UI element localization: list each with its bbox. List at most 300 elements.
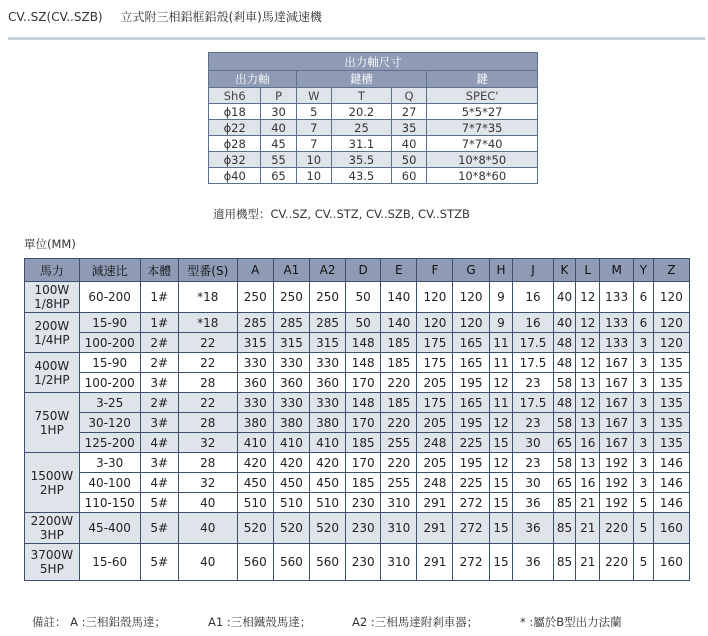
table-cell: 380: [273, 413, 309, 433]
table-cell: 120: [417, 282, 453, 313]
table-cell: 40: [553, 282, 576, 313]
table-cell: 15: [489, 513, 513, 544]
table-cell: 28: [178, 373, 237, 393]
table-cell: 135: [653, 413, 689, 433]
table-cell: 58: [553, 373, 576, 393]
table-cell: 2#: [140, 353, 178, 373]
table-cell: 140: [381, 313, 417, 333]
table-cell: 185: [381, 333, 417, 353]
table-cell: 272: [453, 544, 489, 581]
shaft-cell: 35: [391, 120, 426, 136]
table-cell: 12: [576, 333, 600, 353]
table-cell: 133: [600, 282, 634, 313]
table-row: [25, 313, 690, 333]
table-cell: 17.5: [513, 353, 553, 373]
table-cell: 1#: [140, 282, 178, 313]
table-cell: 140: [381, 282, 417, 313]
table-cell: 133: [600, 313, 634, 333]
table-row: [25, 393, 690, 413]
table-cell: 520: [273, 513, 309, 544]
column-header: G: [453, 259, 489, 282]
table-cell: 15: [489, 473, 513, 493]
shaft-cell: 7*7*40: [427, 136, 538, 152]
shaft-cell: 31.1: [331, 136, 391, 152]
table-cell: 40: [178, 513, 237, 544]
table-cell: 5#: [140, 513, 178, 544]
table-cell: 85: [553, 544, 576, 581]
power-label: 3700W: [30, 548, 74, 562]
table-cell: 510: [273, 493, 309, 513]
shaft-cell: ϕ32: [209, 152, 261, 168]
table-cell: 330: [309, 353, 345, 373]
shaft-cell: ϕ18: [209, 104, 261, 120]
table-cell: 5: [634, 544, 654, 581]
shaft-column-header: Q: [391, 88, 426, 104]
table-cell: 100-200: [79, 333, 140, 353]
table-row: [25, 544, 690, 581]
table-cell: 330: [237, 353, 273, 373]
table-cell: 195: [453, 413, 489, 433]
table-cell: 17.5: [513, 393, 553, 413]
product-title: 立式附三相鋁框鋁殼(剎車)馬達減速機: [120, 10, 322, 24]
table-cell: 360: [309, 373, 345, 393]
table-cell: 315: [237, 333, 273, 353]
power-label: 750W: [34, 408, 70, 423]
table-cell: 5: [634, 513, 654, 544]
table-cell: 291: [417, 544, 453, 581]
shaft-row: [209, 168, 538, 184]
note-a2: A2 :三相馬達附剎車器；: [352, 615, 479, 629]
note-flange: * :屬於B型出力法蘭: [520, 615, 622, 629]
table-cell: 330: [273, 353, 309, 373]
column-header: 本體: [140, 259, 178, 282]
table-cell: 5: [634, 493, 654, 513]
table-cell: 250: [273, 282, 309, 313]
table-cell: 50: [346, 282, 381, 313]
table-cell: 23: [513, 413, 553, 433]
table-cell: 310: [381, 513, 417, 544]
table-cell: 410: [273, 433, 309, 453]
shaft-cell: 20.2: [331, 104, 391, 120]
shaft-cell: 5*5*27: [427, 104, 538, 120]
column-header: A: [237, 259, 273, 282]
table-cell: 65: [553, 473, 576, 493]
table-row: [25, 513, 690, 544]
table-cell: 135: [653, 373, 689, 393]
shaft-cell: 10*8*60: [427, 168, 538, 184]
shaft-cell: 5: [296, 104, 331, 120]
group-output-shaft: 出力軸: [209, 71, 297, 88]
column-header: A1: [273, 259, 309, 282]
power-cell: [25, 282, 80, 313]
table-cell: 3: [634, 393, 654, 413]
shaft-column-header: SPEC': [427, 88, 538, 104]
table-cell: 6: [634, 313, 654, 333]
table-cell: 170: [346, 373, 381, 393]
table-cell: 410: [309, 433, 345, 453]
table-cell: 250: [237, 282, 273, 313]
table-cell: 192: [600, 473, 634, 493]
table-cell: 120: [653, 282, 689, 313]
table-cell: 125-200: [79, 433, 140, 453]
table-cell: 192: [600, 493, 634, 513]
table-cell: 30: [513, 473, 553, 493]
table-cell: 21: [576, 544, 600, 581]
shaft-row: [209, 136, 538, 152]
table-cell: 185: [381, 353, 417, 373]
table-cell: 510: [237, 493, 273, 513]
table-row: [25, 333, 690, 353]
table-cell: 3#: [140, 373, 178, 393]
power-cell: [25, 453, 80, 513]
power-label: 5HP: [39, 562, 64, 576]
table-row: [25, 373, 690, 393]
power-label: 400W: [34, 358, 70, 373]
table-cell: 185: [346, 473, 381, 493]
table-cell: 32: [178, 433, 237, 453]
table-cell: 255: [381, 433, 417, 453]
table-cell: 40: [178, 544, 237, 581]
table-cell: 22: [178, 353, 237, 373]
table-cell: 3: [634, 453, 654, 473]
table-cell: 4#: [140, 433, 178, 453]
table-cell: 12: [576, 353, 600, 373]
table-cell: 185: [346, 433, 381, 453]
table-cell: 15-90: [79, 353, 140, 373]
table-cell: 230: [346, 544, 381, 581]
table-cell: 248: [417, 473, 453, 493]
shaft-cell: ϕ28: [209, 136, 261, 152]
table-cell: 3: [634, 413, 654, 433]
table-cell: 285: [273, 313, 309, 333]
table-cell: 167: [600, 433, 634, 453]
dimension-table: [24, 258, 690, 581]
table-cell: 15: [489, 433, 513, 453]
power-label: 1/2HP: [34, 372, 70, 387]
power-cell: [25, 353, 80, 393]
table-cell: 5#: [140, 493, 178, 513]
table-cell: 13: [576, 453, 600, 473]
table-cell: 17.5: [513, 333, 553, 353]
table-cell: 450: [309, 473, 345, 493]
table-cell: 120: [453, 282, 489, 313]
table-cell: 28: [178, 413, 237, 433]
table-cell: 60-200: [79, 282, 140, 313]
table-cell: 28: [178, 453, 237, 473]
table-cell: 167: [600, 413, 634, 433]
table-cell: 23: [513, 373, 553, 393]
table-row: [25, 282, 690, 313]
table-cell: 120: [453, 313, 489, 333]
shaft-column-header: W: [296, 88, 331, 104]
shaft-row: [209, 120, 538, 136]
column-header: 馬力: [25, 259, 80, 282]
note-a1: A1 :三相鐵殼馬達；: [208, 615, 312, 629]
table-cell: 520: [237, 513, 273, 544]
table-cell: 48: [553, 353, 576, 373]
column-header: K: [553, 259, 576, 282]
table-cell: 13: [576, 413, 600, 433]
power-cell: [25, 313, 80, 353]
table-cell: 133: [600, 333, 634, 353]
column-header: H: [489, 259, 513, 282]
power-label: 3HP: [39, 528, 64, 542]
shaft-cell: 27: [391, 104, 426, 120]
table-cell: *18: [178, 313, 237, 333]
table-cell: 165: [453, 393, 489, 413]
table-cell: 560: [309, 544, 345, 581]
table-cell: 167: [600, 353, 634, 373]
power-label: 1/4HP: [34, 332, 70, 347]
table-cell: 192: [600, 453, 634, 473]
power-label: 1HP: [39, 422, 64, 437]
table-cell: 310: [381, 544, 417, 581]
table-cell: 15: [489, 544, 513, 581]
table-cell: 205: [417, 453, 453, 473]
table-row: [25, 493, 690, 513]
group-key: 鍵: [427, 71, 538, 88]
table-cell: *18: [178, 282, 237, 313]
table-cell: 4#: [140, 473, 178, 493]
shaft-cell: 40: [261, 120, 296, 136]
table-cell: 146: [653, 493, 689, 513]
column-header: 減速比: [79, 259, 140, 282]
table-cell: 165: [453, 333, 489, 353]
table-cell: 250: [309, 282, 345, 313]
table-cell: 23: [513, 453, 553, 473]
table-row: [25, 413, 690, 433]
shaft-cell: 65: [261, 168, 296, 184]
header-divider: [8, 37, 705, 40]
table-cell: 135: [653, 433, 689, 453]
table-cell: 330: [273, 393, 309, 413]
table-cell: 48: [553, 333, 576, 353]
table-cell: 160: [653, 513, 689, 544]
shaft-cell: 55: [261, 152, 296, 168]
table-cell: 220: [381, 453, 417, 473]
table-cell: 22: [178, 333, 237, 353]
table-cell: 58: [553, 413, 576, 433]
table-cell: 3: [634, 433, 654, 453]
column-header: F: [417, 259, 453, 282]
table-cell: 160: [653, 544, 689, 581]
power-label: 2200W: [30, 514, 74, 528]
table-cell: 175: [417, 393, 453, 413]
table-cell: 170: [346, 413, 381, 433]
table-cell: 310: [381, 493, 417, 513]
table-cell: 146: [653, 453, 689, 473]
table-cell: 420: [309, 453, 345, 473]
table-cell: 195: [453, 373, 489, 393]
table-cell: 225: [453, 473, 489, 493]
table-cell: 2#: [140, 393, 178, 413]
table-cell: 11: [489, 353, 513, 373]
table-cell: 15-60: [79, 544, 140, 581]
table-cell: 220: [600, 513, 634, 544]
shaft-row: [209, 104, 538, 120]
table-cell: 146: [653, 473, 689, 493]
table-cell: 380: [237, 413, 273, 433]
table-cell: 175: [417, 333, 453, 353]
shaft-cell: 60: [391, 168, 426, 184]
table-cell: 450: [237, 473, 273, 493]
shaft-cell: 10*8*50: [427, 152, 538, 168]
table-cell: 225: [453, 433, 489, 453]
table-cell: 2#: [140, 333, 178, 353]
table-cell: 120: [653, 333, 689, 353]
group-keyway: 鍵槽: [296, 71, 427, 88]
power-cell: [25, 513, 80, 544]
table-cell: 12: [576, 393, 600, 413]
table-cell: 167: [600, 373, 634, 393]
table-cell: 12: [576, 313, 600, 333]
table-cell: 11: [489, 333, 513, 353]
table-cell: 16: [513, 313, 553, 333]
table-cell: 15-90: [79, 313, 140, 333]
table-cell: 32: [178, 473, 237, 493]
shaft-cell: 50: [391, 152, 426, 168]
table-cell: 330: [309, 393, 345, 413]
table-cell: 6: [634, 282, 654, 313]
table-cell: 85: [553, 493, 576, 513]
table-cell: 85: [553, 513, 576, 544]
shaft-cell: 35.5: [331, 152, 391, 168]
shaft-cell: 10: [296, 168, 331, 184]
power-label: 1500W: [30, 468, 74, 483]
table-row: [25, 453, 690, 473]
table-cell: 291: [417, 513, 453, 544]
applicable-models: 適用機型：CV..SZ, CV..STZ, CV..SZB, CV..STZB: [213, 207, 470, 221]
shaft-cell: 7*7*35: [427, 120, 538, 136]
table-cell: 148: [346, 393, 381, 413]
table-cell: 36: [513, 544, 553, 581]
table-cell: 3#: [140, 413, 178, 433]
table-cell: 205: [417, 373, 453, 393]
table-cell: 21: [576, 493, 600, 513]
table-cell: 12: [489, 373, 513, 393]
shaft-cell: 10: [296, 152, 331, 168]
table-cell: 315: [273, 333, 309, 353]
note-a: 備註： A :三相鋁殼馬達；: [32, 615, 167, 629]
shaft-column-header: T: [331, 88, 391, 104]
table-cell: 170: [346, 453, 381, 473]
table-cell: 40: [553, 313, 576, 333]
shaft-cell: 40: [391, 136, 426, 152]
table-cell: 16: [576, 433, 600, 453]
table-cell: 272: [453, 493, 489, 513]
table-cell: 40-100: [79, 473, 140, 493]
table-cell: 450: [273, 473, 309, 493]
table-cell: 520: [309, 513, 345, 544]
table-cell: 560: [273, 544, 309, 581]
table-cell: 135: [653, 353, 689, 373]
column-header: E: [381, 259, 417, 282]
table-row: [25, 353, 690, 373]
model-code: CV..SZ(CV..SZB): [8, 10, 103, 24]
column-header: J: [513, 259, 553, 282]
power-label: 2HP: [39, 482, 64, 497]
table-cell: 220: [381, 413, 417, 433]
table-cell: 3: [634, 353, 654, 373]
table-cell: 50: [346, 313, 381, 333]
shaft-cell: 45: [261, 136, 296, 152]
table-cell: 420: [273, 453, 309, 473]
power-label: 200W: [34, 318, 70, 333]
table-cell: 12: [489, 453, 513, 473]
table-cell: 230: [346, 493, 381, 513]
table-cell: 315: [309, 333, 345, 353]
table-cell: 330: [237, 393, 273, 413]
table-cell: 3: [634, 473, 654, 493]
page-title: [8, 8, 322, 25]
column-header: L: [576, 259, 600, 282]
table-cell: 560: [237, 544, 273, 581]
table-cell: 230: [346, 513, 381, 544]
table-cell: 148: [346, 353, 381, 373]
table-cell: 195: [453, 453, 489, 473]
table-cell: 58: [553, 453, 576, 473]
table-cell: 148: [346, 333, 381, 353]
shaft-cell: 43.5: [331, 168, 391, 184]
table-cell: 120: [417, 313, 453, 333]
table-cell: 16: [576, 473, 600, 493]
table-cell: 40: [178, 493, 237, 513]
column-header: D: [346, 259, 381, 282]
shaft-cell: 7: [296, 136, 331, 152]
shaft-row: [209, 152, 538, 168]
table-cell: 100-200: [79, 373, 140, 393]
table-cell: 48: [553, 393, 576, 413]
table-cell: 135: [653, 393, 689, 413]
table-cell: 360: [237, 373, 273, 393]
table-cell: 167: [600, 393, 634, 413]
table-cell: 36: [513, 513, 553, 544]
table-cell: 15: [489, 493, 513, 513]
table-cell: 3: [634, 333, 654, 353]
shaft-cell: ϕ40: [209, 168, 261, 184]
table-cell: 220: [600, 544, 634, 581]
table-cell: 175: [417, 353, 453, 373]
table-cell: 3: [634, 373, 654, 393]
table-cell: 9: [489, 282, 513, 313]
table-cell: 12: [489, 413, 513, 433]
table-row: [25, 473, 690, 493]
table-cell: 65: [553, 433, 576, 453]
table-cell: 30-120: [79, 413, 140, 433]
table-cell: 255: [381, 473, 417, 493]
shaft-table-caption: 出力軸尺寸: [209, 53, 538, 71]
table-cell: 3-25: [79, 393, 140, 413]
table-cell: 36: [513, 493, 553, 513]
column-header: Y: [634, 259, 654, 282]
table-cell: 110-150: [79, 493, 140, 513]
table-cell: 410: [237, 433, 273, 453]
table-cell: 9: [489, 313, 513, 333]
table-cell: 12: [576, 282, 600, 313]
table-cell: 3-30: [79, 453, 140, 473]
table-cell: 120: [653, 313, 689, 333]
power-cell: [25, 544, 80, 581]
column-header: Z: [653, 259, 689, 282]
table-cell: 21: [576, 513, 600, 544]
table-cell: 1#: [140, 313, 178, 333]
power-cell: [25, 393, 80, 453]
table-cell: 380: [309, 413, 345, 433]
table-cell: 291: [417, 493, 453, 513]
table-cell: 510: [309, 493, 345, 513]
table-cell: 185: [381, 393, 417, 413]
table-cell: 11: [489, 393, 513, 413]
